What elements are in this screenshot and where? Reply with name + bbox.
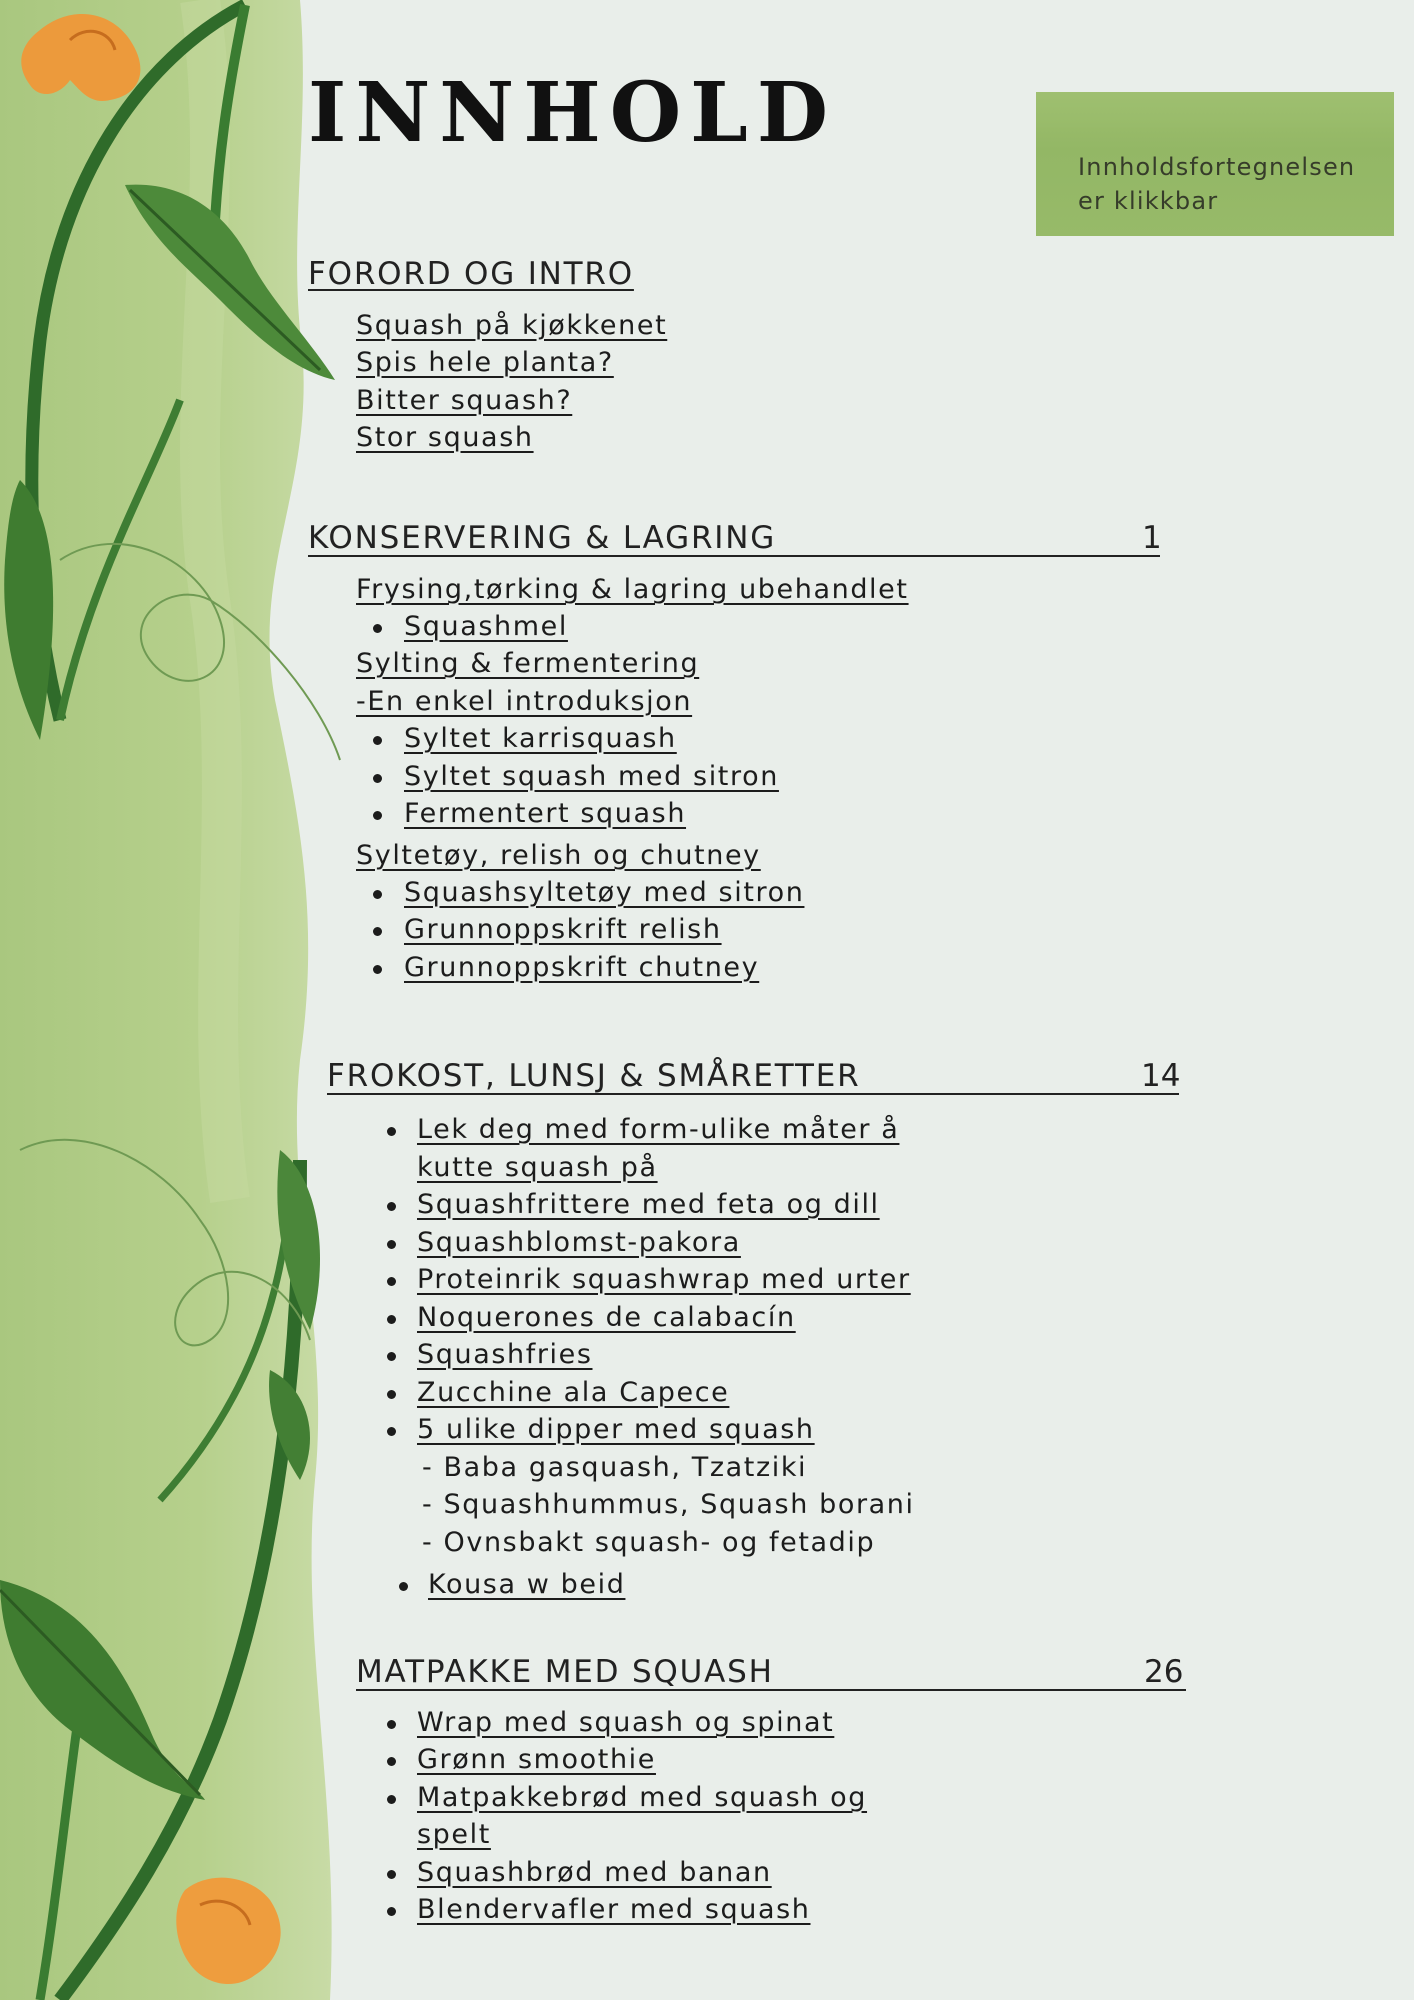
toc-link[interactable]: 5 ulike dipper med squash xyxy=(417,1414,815,1445)
bullet xyxy=(387,1757,396,1766)
bullet xyxy=(387,1907,396,1916)
bullet xyxy=(387,1240,396,1249)
section-matpakke-med-squash[interactable]: MATPAKKE MED SQUASH xyxy=(356,1654,774,1690)
page-number: 14 xyxy=(1141,1058,1181,1094)
toc-link[interactable]: Fermentert squash xyxy=(404,798,687,829)
bullet xyxy=(373,927,382,936)
dip-subitem: - Baba gasquash, Tzatziki xyxy=(422,1452,808,1483)
toc-link[interactable]: kutte squash på xyxy=(417,1152,658,1183)
toc-link[interactable]: Frysing,tørking & lagring ubehandlet xyxy=(356,574,909,605)
bullet xyxy=(387,1870,396,1879)
section-konservering-lagring[interactable]: KONSERVERING & LAGRING xyxy=(308,520,777,556)
bullet xyxy=(373,736,382,745)
toc-link[interactable]: Lek deg med form-ulike måter å xyxy=(417,1114,900,1145)
bullet xyxy=(387,1390,396,1399)
toc-link[interactable]: Grønn smoothie xyxy=(417,1744,656,1775)
section-divider xyxy=(327,1093,1179,1095)
section-forord-og-intro[interactable]: FORORD OG INTRO xyxy=(308,256,634,292)
bullet xyxy=(399,1582,408,1591)
dip-subitem: - Squashhummus, Squash borani xyxy=(422,1489,915,1520)
section-divider xyxy=(356,1689,1186,1691)
bullet xyxy=(387,1795,396,1804)
bullet xyxy=(387,1720,396,1729)
bullet xyxy=(387,1127,396,1136)
toc-link[interactable]: Grunnoppskrift relish xyxy=(404,914,722,945)
section-frokost-lunsj-smaretter[interactable]: FROKOST, LUNSJ & SMÅRETTER xyxy=(327,1058,861,1094)
bullet xyxy=(373,624,382,633)
toc-link[interactable]: Syltet squash med sitron xyxy=(404,761,779,792)
toc-link[interactable]: Blendervafler med squash xyxy=(417,1894,811,1925)
toc-link[interactable]: Grunnoppskrift chutney xyxy=(404,952,760,983)
toc-link[interactable]: Stor squash xyxy=(356,422,534,453)
page-number: 1 xyxy=(1142,520,1162,556)
bullet xyxy=(387,1315,396,1324)
bullet xyxy=(373,965,382,974)
bullet xyxy=(373,811,382,820)
bullet xyxy=(387,1427,396,1436)
toc-link[interactable]: Squashsyltetøy med sitron xyxy=(404,877,805,908)
toc-link[interactable]: Squashblomst-pakora xyxy=(417,1227,741,1258)
toc-link[interactable]: Sylting & fermentering xyxy=(356,648,700,679)
bullet xyxy=(387,1277,396,1286)
bullet xyxy=(387,1352,396,1361)
toc-link[interactable]: Spis hele planta? xyxy=(356,347,614,378)
bullet xyxy=(373,890,382,899)
note-text: Innholdsfortegnelsen er klikkbar xyxy=(1078,153,1356,215)
toc-link[interactable]: Squashfries xyxy=(417,1339,593,1370)
zucchini-vine-illustration xyxy=(0,0,420,2000)
toc-link[interactable]: Wrap med squash og spinat xyxy=(417,1707,835,1738)
toc-link[interactable]: Noquerones de calabacín xyxy=(417,1302,796,1333)
toc-link[interactable]: Squash på kjøkkenet xyxy=(356,310,668,341)
toc-link[interactable]: -En enkel introduksjon xyxy=(356,686,693,717)
toc-link[interactable]: Syltetøy, relish og chutney xyxy=(356,840,761,871)
toc-link[interactable]: Squashfrittere med feta og dill xyxy=(417,1189,880,1220)
toc-link[interactable]: Kousa w beid xyxy=(428,1569,626,1600)
clickable-toc-note xyxy=(1036,92,1394,236)
toc-link[interactable]: Syltet karrisquash xyxy=(404,723,677,754)
toc-link[interactable]: spelt xyxy=(417,1819,491,1850)
bullet xyxy=(387,1202,396,1211)
toc-link[interactable]: Squashbrød med banan xyxy=(417,1857,772,1888)
page-title: INNHOLD xyxy=(308,65,837,161)
dip-subitem: - Ovnsbakt squash- og fetadip xyxy=(422,1527,876,1558)
section-divider xyxy=(308,555,1160,557)
toc-link[interactable]: Zucchine ala Capece xyxy=(417,1377,730,1408)
toc-link[interactable]: Proteinrik squashwrap med urter xyxy=(417,1264,911,1295)
toc-link[interactable]: Matpakkebrød med squash og xyxy=(417,1782,868,1813)
toc-link[interactable]: Squashmel xyxy=(404,611,568,642)
bullet xyxy=(373,774,382,783)
toc-link[interactable]: Bitter squash? xyxy=(356,385,573,416)
page-number: 26 xyxy=(1144,1654,1184,1690)
